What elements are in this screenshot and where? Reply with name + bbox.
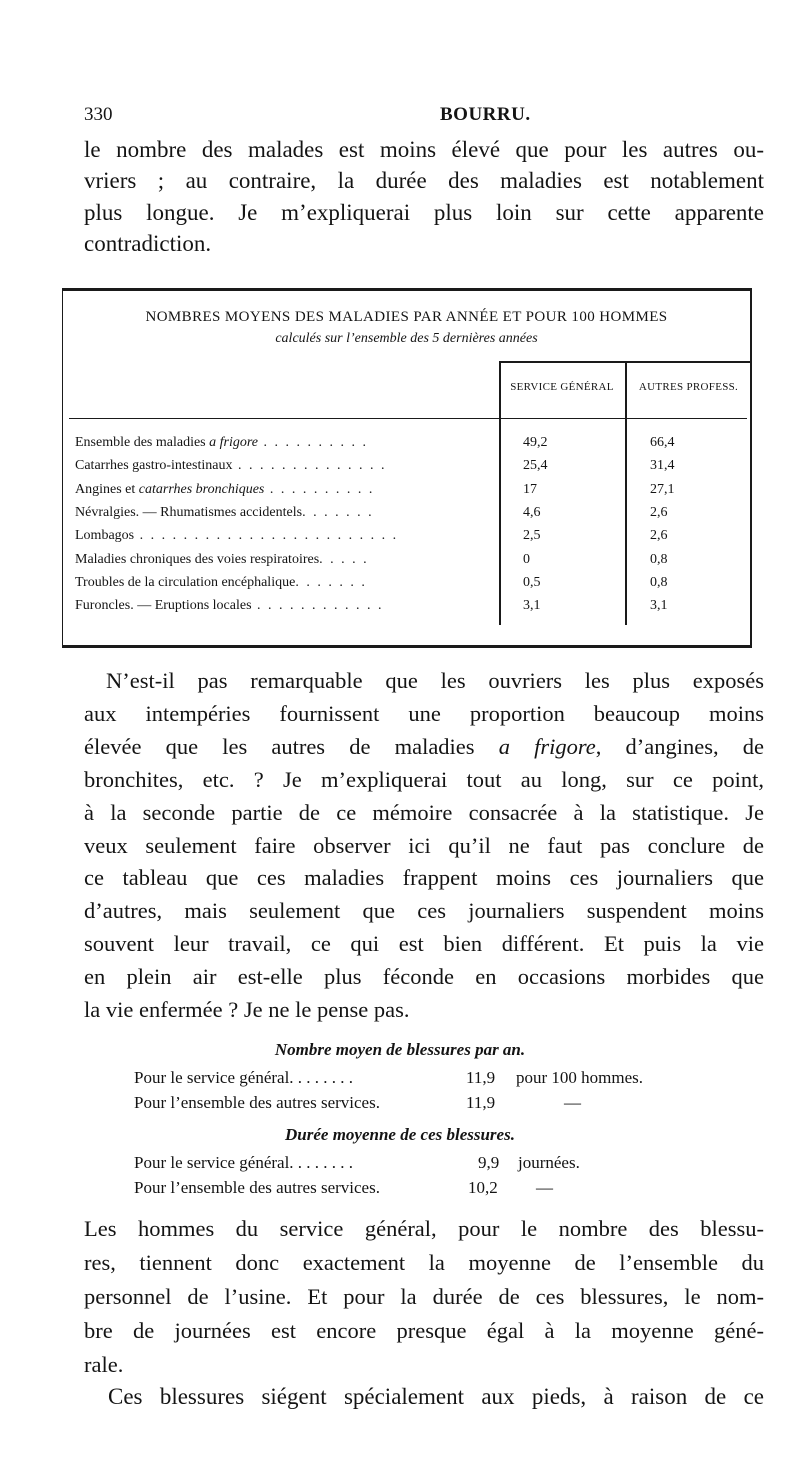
paragraph-discussion (84, 665, 764, 1027)
row-label: Ensemble des maladies a frigore . . . . . . . . . . (75, 435, 369, 450)
caption-wound-duration: Durée moyenne de ces blessures. (285, 1125, 515, 1144)
header-rule (69, 418, 747, 419)
wound-count-row (134, 1068, 734, 1092)
row-value: 11,9 (466, 1068, 496, 1087)
text-line: aux intempéries fournissent une proportion beaucoup moins (84, 700, 764, 726)
value-service-general: 49,2 (523, 435, 548, 450)
paragraph-feet (84, 1381, 764, 1412)
table-row (75, 505, 745, 527)
text-line: Ces blessures siégent spécialement aux pieds, à raison de ce (108, 1384, 764, 1409)
row-label: Furoncles. — Eruptions locales . . . . . . . . . . . . (75, 598, 384, 614)
value-autres-profess: 3,1 (650, 598, 668, 614)
text-line: à la seconde partie de ce mémoire consacrée à la statistique. Je (84, 799, 764, 825)
text-line: en plein air est-elle plus féconde en occasions morbides que (84, 964, 764, 990)
value-autres-profess: 27,1 (650, 481, 675, 497)
column-header-service-general: SERVICE GÉNÉRAL (510, 381, 614, 393)
disease-table (62, 288, 752, 648)
table-row (75, 598, 745, 620)
row-value: 10,2 (468, 1178, 498, 1197)
wound-duration-row (134, 1178, 734, 1202)
text-line: souvent leur travail, ce qui est bien différent. Et puis la vie (84, 931, 764, 957)
value-service-general: 0 (523, 551, 530, 567)
value-service-general: 3,1 (523, 598, 541, 614)
text-line: res, tiennent donc exactement la moyenne de l’ensemble du (84, 1250, 764, 1275)
text-line: vriers ; au contraire, la durée des maladies est notablement (84, 168, 764, 194)
table-title: NOMBRES MOYENS DES MALADIES PAR ANNÉE ET POUR 100 HOMMES (145, 309, 668, 325)
row-label: Maladies chroniques des voies respiratoires. . . . . (75, 551, 369, 567)
value-autres-profess: 2,6 (650, 504, 668, 520)
text-line: bre de journées est encore presque égal à la moyenne géné- (84, 1318, 764, 1343)
text-line: N’est-il pas remarquable que les ouvriers les plus exposés (106, 668, 764, 693)
row-label: Pour l’ensemble des autres services. (134, 1178, 380, 1197)
running-head: BOURRU. (440, 104, 531, 125)
row-label: Pour le service général. . . . . . . . (134, 1153, 354, 1172)
value-service-general: 0,5 (523, 574, 541, 590)
row-label: Pour l’ensemble des autres services. (134, 1093, 380, 1112)
text-line: contradiction. (84, 230, 212, 256)
text-line: rale. (84, 1352, 124, 1377)
text-line: élevée que les autres de maladies a frigore, d’angines, de (84, 733, 765, 759)
table-row (75, 528, 745, 550)
row-label: Lombagos . . . . . . . . . . . . . . . . . . . . . . . . (75, 528, 399, 544)
wound-count-row (134, 1093, 734, 1117)
wound-duration-row (134, 1153, 734, 1177)
value-autres-profess: 0,8 (650, 551, 668, 567)
column-header-autres-profess: AUTRES PROFESS. (638, 381, 739, 393)
value-service-general: 17 (523, 481, 537, 497)
row-unit: — (536, 1178, 553, 1197)
table-row (75, 575, 745, 597)
value-autres-profess: 31,4 (650, 458, 675, 474)
table-subtitle: calculés sur l’ensemble des 5 dernières années (275, 331, 538, 346)
paragraph-wounds (84, 1212, 764, 1382)
table-row (75, 458, 745, 480)
row-label: Pour le service général. . . . . . . . (134, 1068, 354, 1087)
text-line: veux seulement faire observer ici qu’il ne faut pas conclure de (84, 832, 764, 858)
text-line: bronchites, etc. ? Je m’expliquerai tout au long, sur ce point, (84, 766, 764, 792)
text-line: d’autres, mais seulement que ces journaliers suspendent moins (84, 898, 764, 924)
caption-wound-count: Nombre moyen de blessures par an. (274, 1040, 526, 1059)
row-label: Angines et catarrhes bronchiques . . . . . . . . . . (75, 481, 375, 497)
text-line: la vie enfermée ? Je ne le pense pas. (84, 997, 410, 1023)
row-value: 11,9 (466, 1093, 496, 1112)
value-service-general: 4,6 (523, 504, 541, 520)
value-autres-profess: 2,6 (650, 528, 668, 544)
row-unit: pour 100 hommes. (516, 1068, 644, 1087)
table-row (75, 435, 745, 457)
row-unit: journées. (518, 1153, 580, 1172)
table-row (75, 482, 745, 504)
text-line: personnel de l’usine. Et pour la durée de ces blessures, le nom- (84, 1284, 764, 1309)
text-line: ce tableau que ces maladies frappent moins ces journaliers que (84, 865, 764, 891)
value-service-general: 2,5 (523, 528, 541, 544)
row-label: Catarrhes gastro-intestinaux . . . . . . . . . . . . . . (75, 458, 387, 474)
page-number: 330 (84, 104, 113, 125)
row-label: Troubles de la circulation encéphalique. . . . . . . (75, 574, 367, 590)
paragraph-intro (84, 134, 764, 259)
text-line: plus longue. Je m’expliquerai plus loin sur cette apparente (84, 199, 764, 225)
text-line: le nombre des malades est moins élevé que pour les autres ou- (84, 137, 764, 162)
row-value: 9,9 (478, 1153, 500, 1172)
row-label: Névralgies. — Rhumatismes accidentels. . . . . . . (75, 504, 374, 520)
table-row (75, 552, 745, 574)
page-header (84, 98, 764, 128)
text-line: Les hommes du service général, pour le nombre des blessu- (84, 1216, 764, 1241)
value-service-general: 25,4 (523, 458, 548, 474)
row-unit: — (564, 1093, 581, 1112)
value-autres-profess: 0,8 (650, 574, 668, 590)
value-autres-profess: 66,4 (650, 435, 675, 450)
